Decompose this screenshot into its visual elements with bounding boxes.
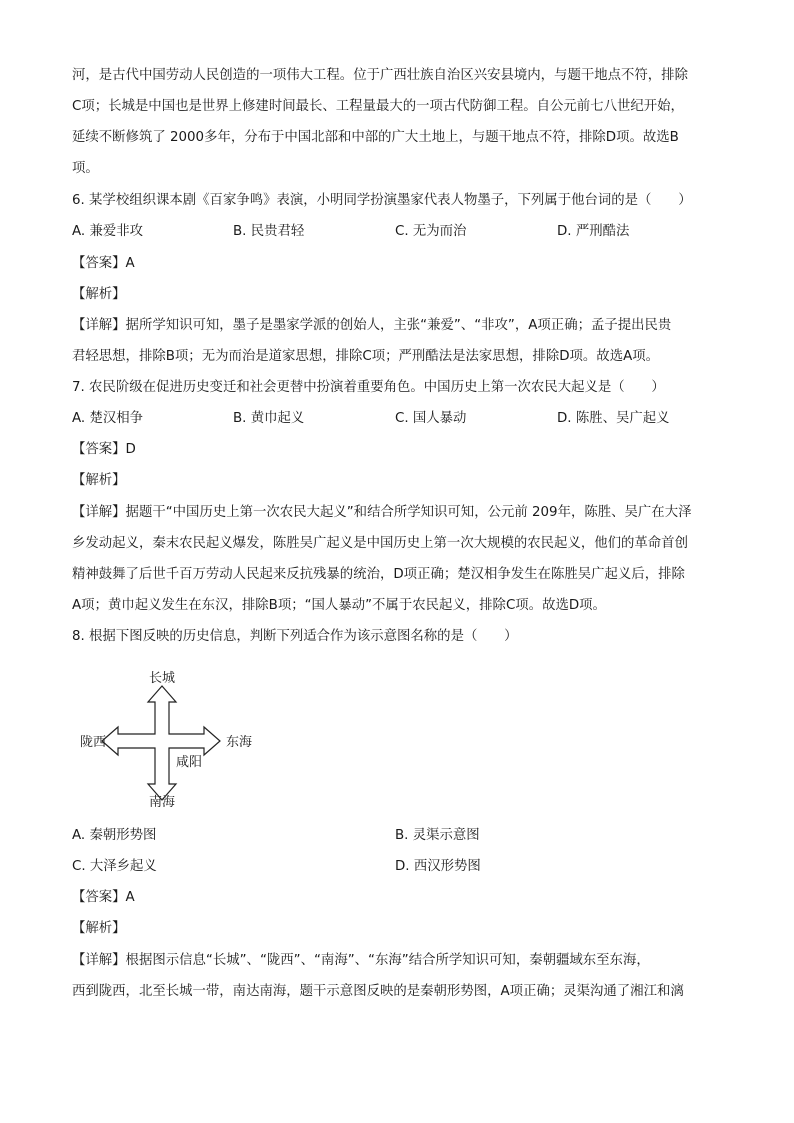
q8-analysis-label: 【解析】 — [72, 921, 126, 936]
label-north: 长城 — [148, 671, 176, 686]
q8-option-d: D. 西汉形势图 — [395, 859, 481, 874]
q6-option-c: C. 无为而治 — [395, 224, 467, 239]
q7-option-d: D. 陈胜、吴广起义 — [557, 411, 670, 426]
label-east: 东海 — [226, 735, 253, 750]
q6-option-a: A. 兼爱非攻 — [72, 224, 143, 239]
question-7-stem: 7. 农民阶级在促进历史变迁和社会更替中扮演着重要角色。中国历史上第一次农民大起义是（ ） — [72, 380, 665, 395]
intro-line: 河，是古代中国劳动人民创造的一项伟大工程。位于广西壮族自治区兴安县境内，与题干地点不符，排除 — [72, 68, 688, 83]
question-6-stem: 6. 某学校组织课本剧《百家争鸣》表演，小明同学扮演墨家代表人物墨子，下列属于他台词的是（ ） — [72, 193, 692, 208]
q6-detail-line: 君轻思想，排除B项；无为而治是道家思想，排除C项；严刑酷法是法家思想，排除D项。故选A项。 — [72, 349, 660, 364]
q7-analysis-label: 【解析】 — [72, 473, 126, 488]
q8-option-c: C. 大泽乡起义 — [72, 859, 157, 874]
q7-detail-line: 【详解】据题干“中国历史上第一次农民大起义”和结合所学知识可知，公元前 209年，陈胜、吴广在大泽 — [72, 505, 692, 520]
label-west: 陇西 — [80, 735, 107, 750]
q6-option-d: D. 严刑酷法 — [557, 224, 630, 239]
q8-answer: 【答案】A — [72, 890, 135, 905]
label-south: 南海 — [148, 795, 176, 810]
cross-arrow-shape — [102, 686, 220, 800]
label-center: 咸阳 — [176, 755, 203, 770]
qin-territory-diagram — [72, 664, 272, 814]
intro-line: C项；长城是中国也是世界上修建时间最长、工程量最大的一项古代防御工程。自公元前七八世纪开始， — [72, 99, 684, 114]
intro-line: 项。 — [72, 161, 99, 176]
q8-detail-line: 西到陇西，北至长城一带，南达南海，题干示意图反映的是秦朝形势图，A项正确；灵渠沟通了湘江和漓 — [72, 984, 684, 999]
q6-detail-line: 【详解】据所学知识可知，墨子是墨家学派的创始人，主张“兼爱”、“非攻”，A项正确；孟子提出民贵 — [72, 318, 672, 333]
question-8-stem: 8. 根据下图反映的历史信息，判断下列适合作为该示意图名称的是（ ） — [72, 629, 518, 644]
intro-line: 延续不断修筑了 2000多年，分布于中国北部和中部的广大土地上，与题干地点不符，排除D项。故选B — [72, 130, 679, 145]
q7-detail-line: 乡发动起义，秦末农民起义爆发，陈胜吴广起义是中国历史上第一次大规模的农民起义，他们的革命首创 — [72, 536, 688, 551]
q6-analysis-label: 【解析】 — [72, 287, 126, 302]
q7-detail-line: A项；黄巾起义发生在东汉，排除B项；“国人暴动”不属于农民起义，排除C项。故选D项。 — [72, 598, 606, 613]
q7-option-b: B. 黄巾起义 — [233, 411, 305, 426]
q7-option-a: A. 楚汉相争 — [72, 411, 143, 426]
q7-detail-line: 精神鼓舞了后世千百万劳动人民起来反抗残暴的统治，D项正确；楚汉相争发生在陈胜吴广起义后，排除 — [72, 567, 685, 582]
q7-option-c: C. 国人暴动 — [395, 411, 467, 426]
q6-option-b: B. 民贵君轻 — [233, 224, 305, 239]
q8-option-a: A. 秦朝形势图 — [72, 828, 157, 843]
q8-option-b: B. 灵渠示意图 — [395, 828, 480, 843]
q6-answer: 【答案】A — [72, 256, 135, 271]
q7-answer: 【答案】D — [72, 442, 136, 457]
q8-detail-line: 【详解】根据图示信息“长城”、“陇西”、“南海”、“东海”结合所学知识可知，秦朝疆域东至东海， — [72, 953, 650, 968]
